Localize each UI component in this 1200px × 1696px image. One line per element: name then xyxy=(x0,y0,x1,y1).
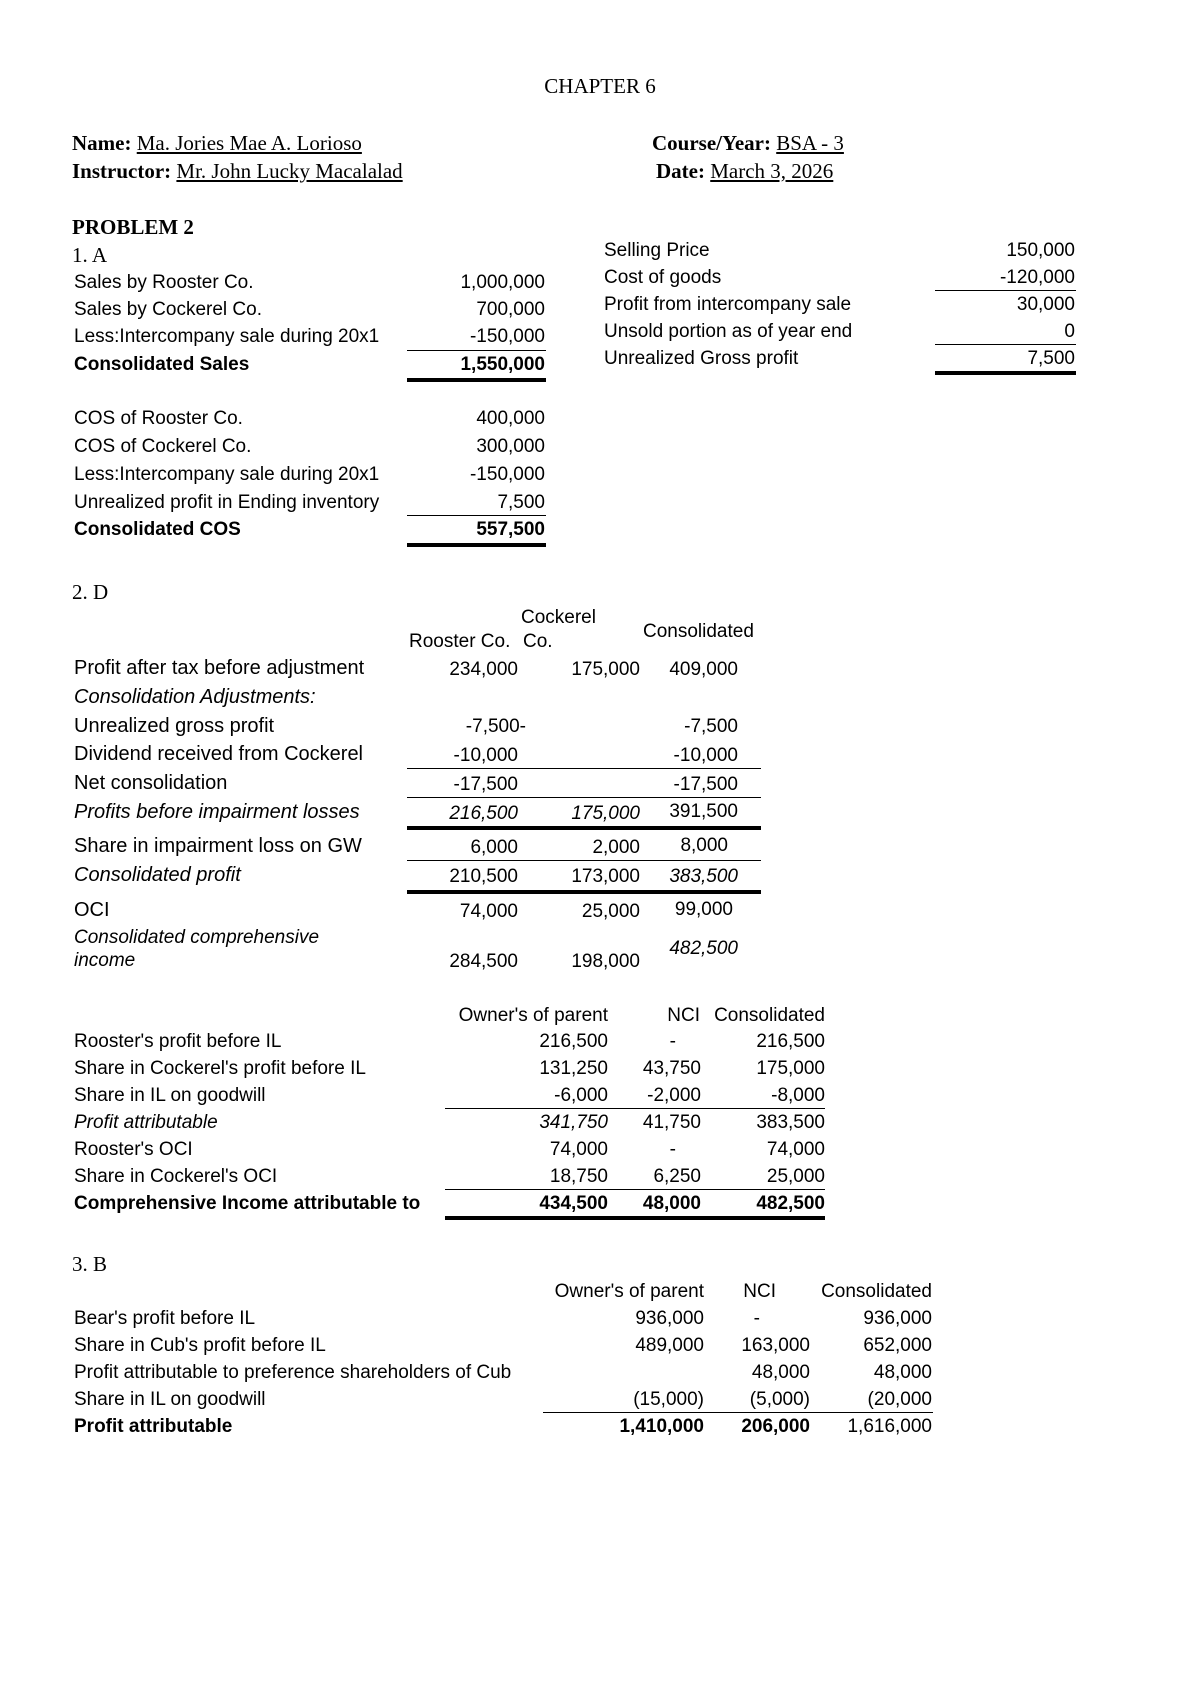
q2-attr-a-2: -6,000 xyxy=(554,1085,608,1106)
q2-row-a-2: -7,500- xyxy=(465,716,526,737)
q2-row-b-6: 2,000 xyxy=(592,837,640,858)
q1-cos-label-2: Less:Intercompany sale during 20x1 xyxy=(74,464,380,485)
course-line xyxy=(652,131,844,156)
q3-b-4: 206,000 xyxy=(741,1416,810,1437)
q3-a-3: (15,000) xyxy=(633,1389,704,1410)
q3-header-1: NCI xyxy=(743,1281,776,1302)
rule xyxy=(407,350,546,351)
q3-a-4: 1,410,000 xyxy=(619,1416,704,1437)
q1-cos-label-1: COS of Cockerel Co. xyxy=(74,436,252,457)
q2-row-label-1: Consolidation Adjustments: xyxy=(74,686,316,708)
q3-header-2: Consolidated xyxy=(821,1281,932,1302)
q2-attr-c-2: -8,000 xyxy=(771,1085,825,1106)
q2-attr-label-2: Share in IL on goodwill xyxy=(74,1085,266,1106)
q2-attr-b-4: - xyxy=(669,1139,676,1160)
q2-attr-b-1: 43,750 xyxy=(642,1058,701,1079)
q2-row-label-0: Profit after tax before adjustment xyxy=(74,657,365,679)
q1-sales-label-2: Less:Intercompany sale during 20x1 xyxy=(74,326,380,347)
q1-cos-label-0: COS of Rooster Co. xyxy=(74,408,243,429)
q1-side-value-1: -120,000 xyxy=(999,267,1075,288)
q2-row-label-5: Profits before impairment losses xyxy=(74,801,360,823)
q1-sales-label-0: Sales by Rooster Co. xyxy=(74,272,254,293)
q3-c-0: 936,000 xyxy=(863,1308,932,1329)
q1-cos-label-3: Unrealized profit in Ending inventory xyxy=(74,492,380,513)
q2-attr-a-6: 434,500 xyxy=(539,1193,608,1214)
q2-row-b-5: 175,000 xyxy=(571,803,640,824)
rule xyxy=(445,1108,825,1109)
q2-attr-label-0: Rooster's profit before IL xyxy=(74,1031,282,1052)
q2-attr-c-1: 175,000 xyxy=(756,1058,825,1079)
date-line xyxy=(656,159,833,184)
q2-attr-c-0: 216,500 xyxy=(756,1031,825,1052)
rule xyxy=(543,1412,933,1413)
q2-attr-c-4: 74,000 xyxy=(766,1139,825,1160)
double-rule xyxy=(407,890,761,894)
q2-row-label-2: Unrealized gross profit xyxy=(74,715,275,737)
q1-side-label-2: Profit from intercompany sale xyxy=(604,294,852,315)
double-rule xyxy=(407,378,546,382)
q2-cci-label-1: Consolidated comprehensive xyxy=(74,927,320,948)
q2-attr-label-3: Profit attributable xyxy=(74,1112,218,1133)
q2-row-a-4: -17,500 xyxy=(453,774,518,795)
q1-side-label-4: Unrealized Gross profit xyxy=(604,348,799,369)
q2-row-c-5: 391,500 xyxy=(669,801,738,822)
problem-title: PROBLEM 2 xyxy=(72,215,194,239)
instructor-label: Instructor: xyxy=(72,159,172,183)
q3-c-2: 48,000 xyxy=(873,1362,932,1383)
q2-row-label-7: Consolidated profit xyxy=(74,864,241,886)
q1-side-value-0: 150,000 xyxy=(1006,240,1075,261)
q2-row-a-3: -10,000 xyxy=(453,745,518,766)
chapter-title: CHAPTER 6 xyxy=(544,74,656,98)
name-label: Name: xyxy=(72,131,132,155)
q2-row-a-0: 234,000 xyxy=(449,659,518,680)
q2-row-b-0: 175,000 xyxy=(571,659,640,680)
q3-b-0: - xyxy=(753,1308,760,1329)
q2-row-c-7: 383,500 xyxy=(669,866,738,887)
q2-row-c-8: 99,000 xyxy=(674,899,733,920)
q3-label: 3. B xyxy=(72,1252,108,1276)
double-rule xyxy=(407,543,546,547)
q2-row-a-8: 74,000 xyxy=(459,901,518,922)
q2-attr-b-6: 48,000 xyxy=(642,1193,701,1214)
q1-cos-value-4: 557,500 xyxy=(476,519,545,540)
q2-attr-c-3: 383,500 xyxy=(756,1112,825,1133)
course-value: BSA - 3 xyxy=(776,131,844,155)
q2-attr-c-6: 482,500 xyxy=(756,1193,825,1214)
q2-cci-a: 284,500 xyxy=(449,951,518,972)
q2-row-label-3: Dividend received from Cockerel xyxy=(74,743,364,765)
q3-label-2: Profit attributable to preference shareholders of Cub xyxy=(74,1362,512,1383)
q2-row-a-5: 216,500 xyxy=(449,803,518,824)
q2-col-consolidated: Consolidated xyxy=(643,621,754,642)
q3-a-0: 936,000 xyxy=(635,1308,704,1329)
q2-attr-label-4: Rooster's OCI xyxy=(74,1139,193,1160)
rule xyxy=(935,290,1076,291)
q2-col-cockerel-bottom: Co. xyxy=(523,631,553,652)
q1-side-value-3: 0 xyxy=(1064,321,1075,342)
rule xyxy=(445,1189,825,1190)
q2-cci-label-2: income xyxy=(74,950,136,971)
q2-row-b-8: 25,000 xyxy=(581,901,640,922)
instructor-line xyxy=(72,159,403,184)
q2-cci-c: 482,500 xyxy=(669,938,738,959)
rule xyxy=(407,797,761,798)
q2-attr-b-0: - xyxy=(669,1031,676,1052)
q2-label: 2. D xyxy=(72,580,109,604)
rule xyxy=(407,768,761,769)
rule xyxy=(935,344,1076,345)
q2-col-rooster: Rooster Co. xyxy=(409,631,511,652)
q1-label: 1. A xyxy=(72,243,108,267)
q3-header-0: Owner's of parent xyxy=(554,1281,704,1302)
q3-label-4: Profit attributable xyxy=(74,1416,233,1437)
double-rule xyxy=(935,371,1076,375)
q2-attr-a-5: 18,750 xyxy=(549,1166,608,1187)
q2-attr-a-0: 216,500 xyxy=(539,1031,608,1052)
q1-sales-label-3: Consolidated Sales xyxy=(74,354,250,375)
instructor-value: Mr. John Lucky Macalalad xyxy=(176,159,403,183)
q2-attr-b-3: 41,750 xyxy=(642,1112,701,1133)
q3-c-4: 1,616,000 xyxy=(847,1416,932,1437)
rule xyxy=(407,515,546,516)
q2-attr-header-2: Consolidated xyxy=(714,1005,825,1026)
q1-cos-label-4: Consolidated COS xyxy=(74,519,241,540)
q2-row-label-4: Net consolidation xyxy=(74,772,228,794)
q2-row-c-2: -7,500 xyxy=(684,716,738,737)
q1-sales-value-2: -150,000 xyxy=(469,326,545,347)
rule xyxy=(407,860,761,861)
q2-attr-label-1: Share in Cockerel's profit before IL xyxy=(74,1058,366,1079)
q2-attr-a-4: 74,000 xyxy=(549,1139,608,1160)
q2-row-c-0: 409,000 xyxy=(669,659,738,680)
q2-row-c-6: 8,000 xyxy=(680,835,728,856)
q1-sales-value-3: 1,550,000 xyxy=(460,354,545,375)
q1-sales-label-1: Sales by Cockerel Co. xyxy=(74,299,262,320)
double-rule xyxy=(445,1216,825,1220)
q3-c-3: (20,000 xyxy=(867,1389,932,1410)
double-rule xyxy=(407,826,761,830)
q2-attr-label-6: Comprehensive Income attributable to xyxy=(74,1193,421,1214)
q1-cos-value-2: -150,000 xyxy=(469,464,545,485)
q3-label-0: Bear's profit before IL xyxy=(74,1308,256,1329)
q3-c-1: 652,000 xyxy=(863,1335,932,1356)
q2-attr-b-2: -2,000 xyxy=(647,1085,701,1106)
name-line xyxy=(72,131,362,156)
q1-cos-value-3: 7,500 xyxy=(497,492,545,513)
q1-sales-value-1: 700,000 xyxy=(476,299,545,320)
q3-a-1: 489,000 xyxy=(635,1335,704,1356)
q1-cos-value-0: 400,000 xyxy=(476,408,545,429)
q2-attr-label-5: Share in Cockerel's OCI xyxy=(74,1166,278,1187)
q2-attr-a-3: 341,750 xyxy=(539,1112,608,1133)
q2-attr-header-0: Owner's of parent xyxy=(458,1005,608,1026)
q2-attr-c-5: 25,000 xyxy=(766,1166,825,1187)
q1-cos-value-1: 300,000 xyxy=(476,436,545,457)
q1-side-label-1: Cost of goods xyxy=(604,267,722,288)
q1-side-label-0: Selling Price xyxy=(604,240,710,261)
q2-row-b-7: 173,000 xyxy=(571,866,640,887)
q2-attr-a-1: 131,250 xyxy=(539,1058,608,1079)
q2-cci-b: 198,000 xyxy=(571,951,640,972)
q1-side-label-3: Unsold portion as of year end xyxy=(604,321,853,342)
q1-sales-value-0: 1,000,000 xyxy=(460,272,545,293)
q2-row-c-4: -17,500 xyxy=(673,774,738,795)
q2-col-cockerel-top: Cockerel xyxy=(521,607,596,628)
q3-label-3: Share in IL on goodwill xyxy=(74,1389,266,1410)
q3-label-1: Share in Cub's profit before IL xyxy=(74,1335,326,1356)
q3-b-2: 48,000 xyxy=(751,1362,810,1383)
q2-row-label-8: OCI xyxy=(74,899,110,921)
q1-side-value-2: 30,000 xyxy=(1016,294,1075,315)
q3-b-3: (5,000) xyxy=(749,1389,810,1410)
q2-row-label-6: Share in impairment loss on GW xyxy=(74,835,362,857)
date-label: Date: xyxy=(656,159,705,183)
q2-row-a-6: 6,000 xyxy=(470,837,518,858)
q3-b-1: 163,000 xyxy=(741,1335,810,1356)
q2-attr-header-1: NCI xyxy=(667,1005,700,1026)
q2-attr-b-5: 6,250 xyxy=(653,1166,701,1187)
q2-row-c-3: -10,000 xyxy=(673,745,738,766)
q1-side-value-4: 7,500 xyxy=(1027,348,1075,369)
date-value: March 3, 2026 xyxy=(710,159,834,183)
course-label: Course/Year: xyxy=(652,131,771,155)
name-value: Ma. Jories Mae A. Lorioso xyxy=(136,131,362,155)
q2-row-a-7: 210,500 xyxy=(449,866,518,887)
